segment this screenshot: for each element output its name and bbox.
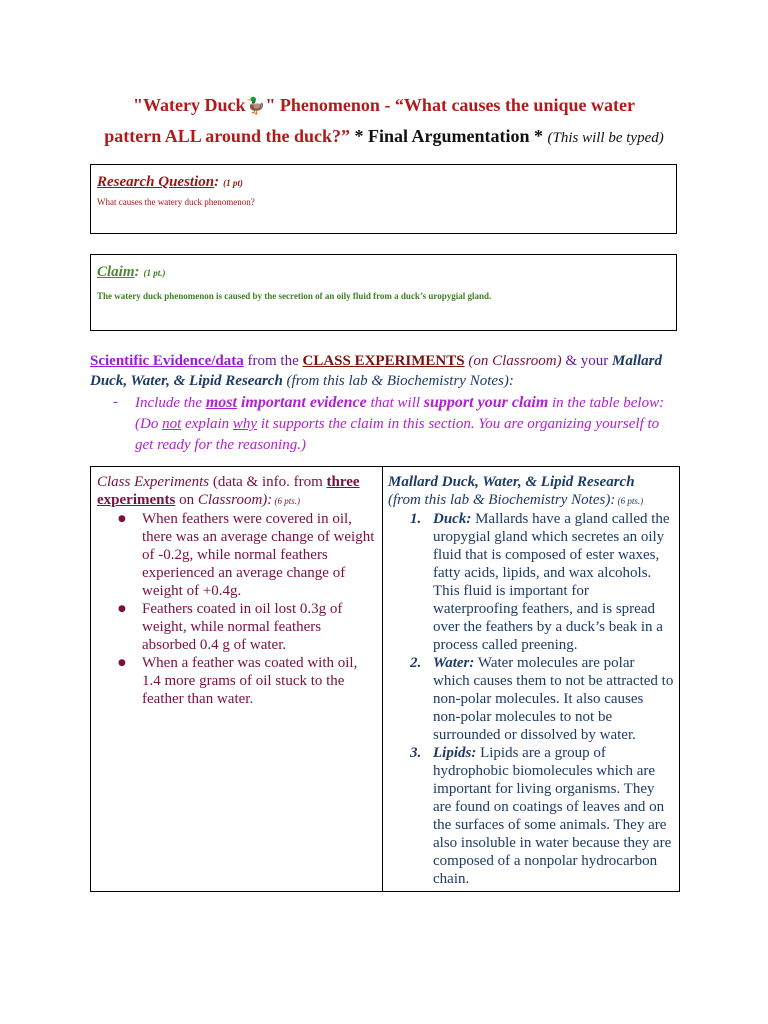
duck-icon: 🦆 [245, 96, 266, 115]
item-text: Lipids are a group of hydrophobic biomolecules which are important for living organisms. They are found on coatings of leaves and on the surfaces of some animals. They are also insoluble in water because they are composed of a nonpolar hydrocarbon chain. [433, 745, 672, 887]
item-term: Lipids: [433, 745, 477, 761]
evidence-heading-class-exp: CLASS EXPERIMENTS [302, 353, 465, 369]
instr-that: that will [366, 395, 424, 411]
document-title [70, 90, 698, 153]
col1-head-title: Class Experiments [97, 474, 210, 490]
evidence-heading [90, 351, 680, 391]
evidence-heading-from-lab: (from this lab & Biochemistry Notes): [282, 373, 514, 389]
col1-head-three: three experiments [97, 474, 360, 508]
item-term: Water: [433, 655, 475, 671]
item-number: 3. [410, 745, 422, 761]
instr-not: not [162, 416, 182, 432]
claim-colon: : [134, 264, 140, 280]
item-number: 2. [410, 655, 422, 671]
col1-points: (6 pts.) [272, 496, 301, 506]
research-question-points: (1 pt) [223, 178, 243, 188]
title-part1: "Watery Duck [133, 95, 246, 115]
list-item: ● When feathers were covered in oil, there was an average change of weight of -0.2g, while normal feathers experienced an average change of weight of +0.4g. [142, 510, 377, 600]
evidence-heading-mallard: Mallard Duck, Water, & Lipid Research [90, 353, 662, 389]
claim-text[interactable]: The watery duck phenomenon is caused by the secretion of an oily fluid from a duck’s uropygial gland. [97, 291, 492, 301]
col1-head-classroom: Classroom): [197, 492, 273, 508]
list-item [410, 654, 674, 744]
col2-sub: (from this lab & Biochemistry Notes): [388, 492, 616, 508]
item-number: 1. [410, 511, 422, 527]
list-item: ● Feathers coated in oil lost 0.3g of weight, while normal feathers absorbed 0.4 g of water. [142, 600, 377, 654]
evidence-heading-sci: Scientific Evidence/data [90, 353, 244, 369]
claim-points: (1 pt.) [143, 268, 166, 278]
evidence-table [90, 466, 680, 892]
instr-most: most [205, 394, 237, 411]
instr-table: in the table below: (Do [135, 395, 665, 432]
title-final: * Final Argumentation * [349, 126, 548, 146]
col1-head-on: on [175, 492, 198, 508]
list-item [410, 510, 674, 654]
instr-why: why [232, 416, 258, 432]
item-term: Duck: [433, 511, 472, 527]
instr-explain: explain [181, 416, 233, 432]
col2-points: (6 pts.) [615, 496, 644, 506]
title-part2: " Phenomenon - “What causes the unique water [265, 95, 635, 115]
research-question-box [90, 164, 677, 234]
item-text: Mallards have a gland called the uropygial gland which secretes an oily fluid that is composed of ester waxes, fatty acids, lipids, and wax alcohols. This fluid is important for waterproofing feathers, and is spread over the feathers by a duck’s beak in a process called preening. [433, 511, 670, 653]
instr-rest: it supports the claim in this section. You are organizing yourself to get ready for the reasoning.) [135, 416, 660, 453]
research-question-label: Research Question [97, 174, 215, 190]
evidence-heading-your: & your [561, 353, 612, 369]
mallard-research-column[interactable] [388, 473, 674, 888]
evidence-heading-from: from the [243, 353, 303, 369]
claim-label: Claim [97, 264, 135, 280]
mallard-research-subheader [388, 491, 674, 510]
mallard-research-header: Mallard Duck, Water, & Lipid Research [388, 474, 635, 490]
evidence-section [90, 351, 680, 456]
mallard-research-list [388, 510, 674, 888]
list-item [410, 744, 674, 888]
evidence-instruction [113, 392, 680, 456]
column-divider [382, 467, 383, 891]
list-item: ● When a feather was coated with oil, 1.4 more grams of oil stuck to the feather than water. [142, 654, 377, 708]
dash-bullet: - [113, 394, 118, 410]
research-question-colon: : [214, 174, 220, 190]
item-text: Water molecules are polar which causes them to not be attracted to non-polar molecules. It also causes non-polar molecules to not be surrounded or dissolved by water. [433, 655, 674, 743]
title-note: (This will be typed) [547, 130, 664, 146]
evidence-heading-on-classroom: (on Classroom) [464, 353, 562, 369]
class-experiments-list [97, 510, 377, 708]
claim-box [90, 254, 677, 331]
research-question-text[interactable]: What causes the watery duck phenomenon? [97, 197, 255, 207]
class-experiments-header [97, 473, 377, 510]
class-experiments-column[interactable] [97, 473, 377, 708]
instr-support: support your claim [423, 394, 549, 411]
instr-include: Include the [135, 395, 206, 411]
instr-important: important evidence [236, 394, 367, 411]
title-line2: pattern ALL around the duck?” [104, 126, 350, 146]
col1-head-mid: (data & info. from [209, 474, 327, 490]
